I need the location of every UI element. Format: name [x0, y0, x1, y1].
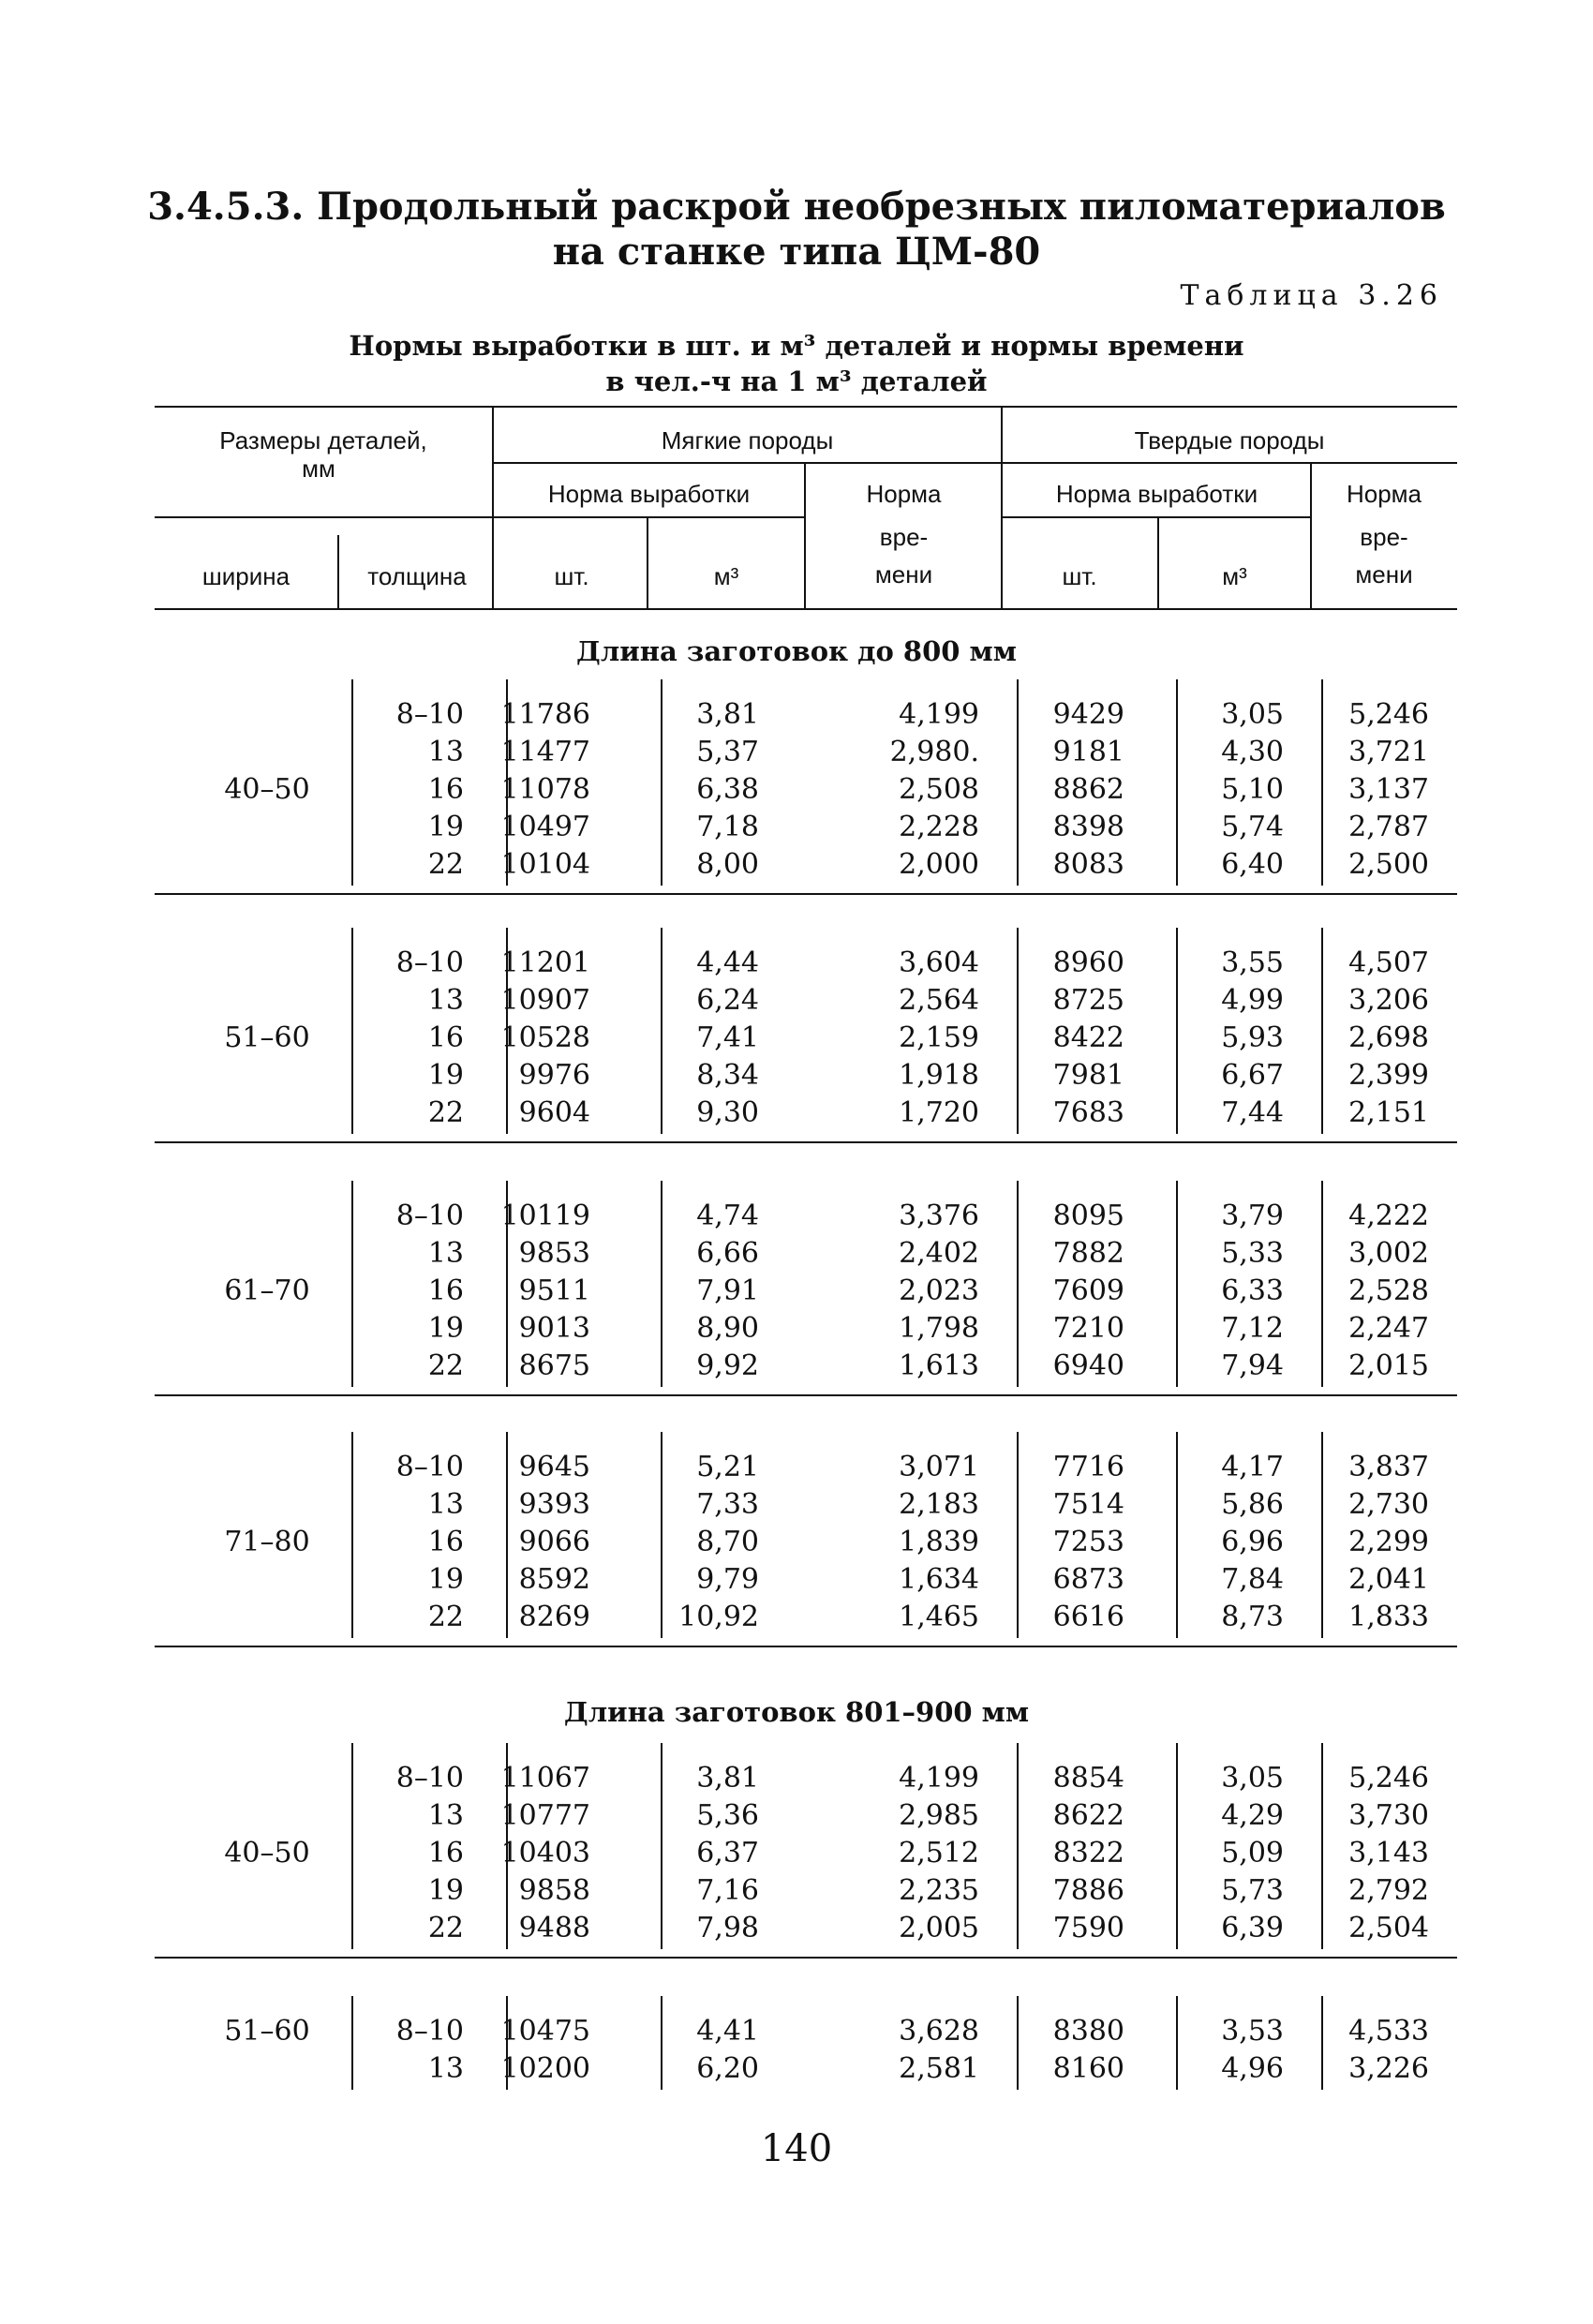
cell-pcs-soft: 10907	[500, 984, 590, 1017]
cell-m3-hard: 7,44	[1221, 1096, 1284, 1129]
cell-m3-soft: 7,98	[696, 1912, 759, 1944]
cell-m3-soft: 8,00	[696, 848, 759, 881]
cell-m3-hard: 6,39	[1221, 1912, 1284, 1944]
table-row	[155, 1274, 1457, 1312]
cell-norm-time-hard: 2,504	[1348, 1912, 1429, 1944]
table-row	[155, 1837, 1457, 1874]
cell-m3-hard: 3,79	[1221, 1199, 1284, 1232]
cell-norm-time-hard: 2,787	[1348, 811, 1429, 843]
cell-pcs-soft: 9066	[518, 1526, 590, 1558]
cell-thickness: 19	[427, 1312, 464, 1345]
cell-norm-time-soft: 2,159	[899, 1021, 979, 1054]
cell-norm-time-soft: 3,628	[899, 2015, 979, 2048]
cell-m3-soft: 6,37	[696, 1837, 759, 1870]
cell-m3-soft: 5,36	[696, 1799, 759, 1832]
cell-m3-soft: 7,33	[696, 1488, 759, 1521]
row-group	[155, 1743, 1457, 1949]
section-title: 3.4.5.3. Продольный раскрой необрезных пиломатериалов	[147, 185, 1446, 229]
cell-norm-time-soft: 1,720	[899, 1096, 979, 1129]
cell-m3-soft: 7,41	[696, 1021, 759, 1054]
section-subtitle: на станке типа ЦМ-80	[552, 230, 1041, 274]
cell-pcs-soft: 9976	[518, 1059, 590, 1092]
cell-pcs-hard: 7882	[1052, 1237, 1124, 1270]
cell-pcs-soft: 8269	[518, 1601, 590, 1633]
table-row	[155, 946, 1457, 984]
cell-thickness: 8–10	[395, 1762, 464, 1795]
cell-m3-hard: 7,84	[1221, 1563, 1284, 1596]
cell-m3-soft: 5,21	[696, 1451, 759, 1483]
cell-thickness: 19	[427, 1059, 464, 1092]
cell-norm-time-soft: 4,199	[899, 1762, 979, 1795]
cell-norm-time-hard: 2,299	[1348, 1526, 1429, 1558]
cell-pcs-hard: 7590	[1052, 1912, 1124, 1944]
table-row	[155, 984, 1457, 1021]
cell-m3-soft: 6,66	[696, 1237, 759, 1270]
cell-m3-hard: 4,96	[1221, 2052, 1284, 2085]
header-pcs-soft: шт.	[554, 562, 589, 590]
rule	[1001, 406, 1003, 608]
cell-pcs-soft: 9393	[518, 1488, 590, 1521]
row-group	[155, 679, 1457, 886]
cell-pcs-soft: 11078	[500, 773, 590, 806]
cell-m3-hard: 8,73	[1221, 1601, 1284, 1633]
cell-pcs-hard: 8380	[1052, 2015, 1124, 2048]
table-row	[155, 1488, 1457, 1526]
header-m3-soft: м³	[713, 562, 739, 590]
rule	[337, 535, 339, 608]
cell-m3-hard: 7,94	[1221, 1349, 1284, 1382]
rule	[492, 462, 1457, 464]
cell-pcs-hard: 9181	[1052, 736, 1124, 768]
cell-thickness: 22	[427, 1096, 464, 1129]
cell-norm-time-hard: 2,730	[1348, 1488, 1429, 1521]
cell-norm-time-hard: 3,721	[1348, 736, 1429, 768]
cell-pcs-hard: 7253	[1052, 1526, 1124, 1558]
rule	[1157, 516, 1159, 608]
cell-pcs-hard: 8960	[1052, 946, 1124, 979]
cell-m3-hard: 7,12	[1221, 1312, 1284, 1345]
cell-norm-time-soft: 2,980.	[889, 736, 979, 768]
page-number: 140	[760, 2127, 833, 2170]
row-group	[155, 1996, 1457, 2090]
cell-m3-hard: 6,96	[1221, 1526, 1284, 1558]
table-row	[155, 1601, 1457, 1638]
table-row	[155, 1762, 1457, 1799]
cell-m3-soft: 7,16	[696, 1874, 759, 1907]
table-row	[155, 2015, 1457, 2052]
cell-norm-time-hard: 2,528	[1348, 1274, 1429, 1307]
cell-norm-time-hard: 3,143	[1348, 1837, 1429, 1870]
table-row	[155, 1874, 1457, 1912]
cell-norm-time-hard: 4,507	[1348, 946, 1429, 979]
cell-m3-soft: 5,37	[696, 736, 759, 768]
table-row	[155, 1059, 1457, 1096]
cell-pcs-soft: 9511	[518, 1274, 590, 1307]
table-row	[155, 1096, 1457, 1134]
cell-norm-time-soft: 3,376	[899, 1199, 979, 1232]
cell-m3-soft: 6,38	[696, 773, 759, 806]
cell-m3-soft: 3,81	[696, 698, 759, 731]
table-row	[155, 1799, 1457, 1837]
cell-norm-time-soft: 3,604	[899, 946, 979, 979]
cell-pcs-hard: 7981	[1052, 1059, 1124, 1092]
cell-pcs-hard: 8622	[1052, 1799, 1124, 1832]
cell-m3-soft: 7,18	[696, 811, 759, 843]
header-norm-time-soft-2: вре-	[879, 523, 929, 551]
table-row	[155, 736, 1457, 773]
cell-thickness: 8–10	[395, 1199, 464, 1232]
header-norm-time-hard-3: мени	[1355, 560, 1413, 588]
cell-thickness: 22	[427, 1349, 464, 1382]
table-number: Таблица 3.26	[1180, 279, 1443, 312]
cell-norm-time-soft: 1,613	[899, 1349, 979, 1382]
cell-norm-time-soft: 1,918	[899, 1059, 979, 1092]
cell-pcs-soft: 9853	[518, 1237, 590, 1270]
cell-norm-time-soft: 2,235	[899, 1874, 979, 1907]
cell-thickness: 13	[427, 1237, 464, 1270]
rule	[155, 406, 1457, 408]
cell-m3-soft: 4,41	[696, 2015, 759, 2048]
cell-m3-soft: 8,90	[696, 1312, 759, 1345]
rule	[155, 608, 1457, 610]
cell-thickness: 16	[427, 1526, 464, 1558]
header-norm-time-soft: Норма	[866, 480, 942, 508]
cell-m3-hard: 4,99	[1221, 984, 1284, 1017]
cell-m3-soft: 10,92	[678, 1601, 759, 1633]
cell-m3-hard: 5,09	[1221, 1837, 1284, 1870]
cell-norm-time-hard: 3,206	[1348, 984, 1429, 1017]
cell-norm-time-soft: 2,564	[899, 984, 979, 1017]
header-norm-time-hard: Норма	[1346, 480, 1422, 508]
width-range: 40–50	[224, 773, 310, 806]
cell-norm-time-hard: 4,533	[1348, 2015, 1429, 2048]
group-rule	[155, 1394, 1457, 1396]
cell-thickness: 16	[427, 1274, 464, 1307]
cell-pcs-hard: 8095	[1052, 1199, 1124, 1232]
cell-pcs-soft: 11786	[500, 698, 590, 731]
cell-norm-time-soft: 2,183	[899, 1488, 979, 1521]
cell-m3-hard: 6,67	[1221, 1059, 1284, 1092]
cell-norm-time-soft: 4,199	[899, 698, 979, 731]
cell-norm-time-hard: 2,041	[1348, 1563, 1429, 1596]
cell-pcs-soft: 10403	[500, 1837, 590, 1870]
cell-pcs-hard: 8083	[1052, 848, 1124, 881]
row-group	[155, 1181, 1457, 1387]
header-norm-output-hard: Норма выработки	[1055, 480, 1258, 508]
cell-thickness: 22	[427, 1912, 464, 1944]
cell-m3-soft: 9,30	[696, 1096, 759, 1129]
width-range: 71–80	[224, 1526, 310, 1558]
cell-norm-time-hard: 3,837	[1348, 1451, 1429, 1483]
table-caption: Нормы выработки в шт. и м³ деталей и нормы времени	[349, 330, 1244, 362]
rule	[155, 516, 492, 518]
cell-thickness: 8–10	[395, 946, 464, 979]
cell-pcs-soft: 11201	[500, 946, 590, 979]
cell-m3-hard: 3,53	[1221, 2015, 1284, 2048]
cell-pcs-soft: 10104	[500, 848, 590, 881]
cell-norm-time-soft: 3,071	[899, 1451, 979, 1483]
cell-pcs-hard: 6940	[1052, 1349, 1124, 1382]
cell-thickness: 16	[427, 773, 464, 806]
cell-pcs-hard: 8862	[1052, 773, 1124, 806]
width-range: 51–60	[224, 1021, 310, 1054]
cell-m3-hard: 5,74	[1221, 811, 1284, 843]
cell-pcs-soft: 9013	[518, 1312, 590, 1345]
table-row	[155, 773, 1457, 811]
cell-m3-soft: 4,44	[696, 946, 759, 979]
rule	[804, 462, 806, 608]
cell-m3-hard: 3,05	[1221, 698, 1284, 731]
table-row	[155, 1451, 1457, 1488]
cell-norm-time-hard: 1,833	[1348, 1601, 1429, 1633]
cell-norm-time-hard: 2,151	[1348, 1096, 1429, 1129]
cell-pcs-soft: 9645	[518, 1451, 590, 1483]
cell-thickness: 13	[427, 1799, 464, 1832]
cell-m3-soft: 9,92	[696, 1349, 759, 1382]
cell-m3-hard: 6,33	[1221, 1274, 1284, 1307]
cell-m3-hard: 5,73	[1221, 1874, 1284, 1907]
cell-pcs-soft: 9858	[518, 1874, 590, 1907]
cell-thickness: 13	[427, 736, 464, 768]
cell-norm-time-soft: 1,798	[899, 1312, 979, 1345]
table-row	[155, 1199, 1457, 1237]
cell-norm-time-soft: 2,228	[899, 811, 979, 843]
cell-m3-hard: 5,33	[1221, 1237, 1284, 1270]
cell-m3-soft: 8,34	[696, 1059, 759, 1092]
cell-norm-time-soft: 1,839	[899, 1526, 979, 1558]
cell-norm-time-hard: 5,246	[1348, 1762, 1429, 1795]
cell-norm-time-hard: 3,226	[1348, 2052, 1429, 2085]
cell-m3-hard: 5,86	[1221, 1488, 1284, 1521]
cell-norm-time-hard: 3,137	[1348, 773, 1429, 806]
table-row	[155, 698, 1457, 736]
cell-pcs-hard: 8322	[1052, 1837, 1124, 1870]
cell-m3-hard: 5,10	[1221, 773, 1284, 806]
cell-m3-soft: 6,20	[696, 2052, 759, 2085]
group-rule	[155, 893, 1457, 895]
cell-thickness: 22	[427, 1601, 464, 1633]
table-row	[155, 1563, 1457, 1601]
cell-thickness: 13	[427, 1488, 464, 1521]
cell-norm-time-soft: 2,402	[899, 1237, 979, 1270]
cell-thickness: 13	[427, 2052, 464, 2085]
cell-thickness: 19	[427, 1874, 464, 1907]
cell-pcs-soft: 10777	[500, 1799, 590, 1832]
cell-m3-hard: 4,30	[1221, 736, 1284, 768]
cell-pcs-hard: 9429	[1052, 698, 1124, 731]
cell-m3-soft: 3,81	[696, 1762, 759, 1795]
group-rule	[155, 1646, 1457, 1647]
cell-norm-time-hard: 5,246	[1348, 698, 1429, 731]
table-row	[155, 1312, 1457, 1349]
cell-m3-soft: 7,91	[696, 1274, 759, 1307]
table-row	[155, 811, 1457, 848]
group-rule	[155, 1957, 1457, 1959]
table-row	[155, 1021, 1457, 1059]
cell-norm-time-soft: 1,465	[899, 1601, 979, 1633]
table-row	[155, 2052, 1457, 2090]
header-hard: Твердые породы	[1134, 426, 1325, 454]
cell-m3-soft: 6,24	[696, 984, 759, 1017]
cell-pcs-hard: 7210	[1052, 1312, 1124, 1345]
width-range: 51–60	[224, 2015, 310, 2048]
cell-norm-time-hard: 2,247	[1348, 1312, 1429, 1345]
cell-thickness: 22	[427, 848, 464, 881]
header-sizes-unit: мм	[302, 454, 335, 483]
group-rule	[155, 1141, 1457, 1143]
cell-m3-hard: 3,55	[1221, 946, 1284, 979]
cell-pcs-soft: 10200	[500, 2052, 590, 2085]
cell-pcs-hard: 6873	[1052, 1563, 1124, 1596]
row-group	[155, 928, 1457, 1134]
cell-thickness: 8–10	[395, 698, 464, 731]
cell-m3-hard: 3,05	[1221, 1762, 1284, 1795]
header-m3-hard: м³	[1222, 562, 1247, 590]
cell-pcs-hard: 7886	[1052, 1874, 1124, 1907]
header-norm-time-soft-3: мени	[874, 560, 933, 588]
table-row	[155, 1526, 1457, 1563]
cell-norm-time-hard: 2,399	[1348, 1059, 1429, 1092]
cell-pcs-soft: 11477	[500, 736, 590, 768]
cell-thickness: 16	[427, 1021, 464, 1054]
cell-m3-hard: 5,93	[1221, 1021, 1284, 1054]
header-norm-time-hard-2: вре-	[1360, 523, 1408, 551]
table-caption-units: в чел.-ч на 1 м³ деталей	[605, 365, 988, 397]
cell-thickness: 8–10	[395, 1451, 464, 1483]
cell-pcs-soft: 10528	[500, 1021, 590, 1054]
table-row	[155, 1912, 1457, 1949]
cell-m3-hard: 6,40	[1221, 848, 1284, 881]
table-row	[155, 848, 1457, 886]
cell-norm-time-soft: 2,508	[899, 773, 979, 806]
cell-norm-time-hard: 2,015	[1348, 1349, 1429, 1382]
cell-pcs-hard: 8422	[1052, 1021, 1124, 1054]
cell-pcs-soft: 10497	[500, 811, 590, 843]
cell-norm-time-soft: 1,634	[899, 1563, 979, 1596]
cell-pcs-soft: 10475	[500, 2015, 590, 2048]
header-soft: Мягкие породы	[661, 426, 834, 454]
cell-pcs-soft: 11067	[500, 1762, 590, 1795]
cell-pcs-soft: 9488	[518, 1912, 590, 1944]
header-sizes: Размеры деталей,	[219, 426, 427, 454]
cell-pcs-hard: 6616	[1052, 1601, 1124, 1633]
cell-pcs-soft: 10119	[500, 1199, 590, 1232]
width-range: 40–50	[224, 1837, 310, 1870]
cell-pcs-hard: 8398	[1052, 811, 1124, 843]
cell-pcs-hard: 8854	[1052, 1762, 1124, 1795]
cell-norm-time-hard: 2,500	[1348, 848, 1429, 881]
rule	[647, 516, 648, 608]
cell-m3-soft: 8,70	[696, 1526, 759, 1558]
cell-thickness: 13	[427, 984, 464, 1017]
rule	[492, 516, 806, 518]
cell-pcs-hard: 7683	[1052, 1096, 1124, 1129]
row-group	[155, 1432, 1457, 1638]
rule	[1310, 462, 1312, 608]
cell-m3-hard: 4,17	[1221, 1451, 1284, 1483]
cell-norm-time-soft: 2,581	[899, 2052, 979, 2085]
cell-norm-time-hard: 4,222	[1348, 1199, 1429, 1232]
cell-m3-hard: 4,29	[1221, 1799, 1284, 1832]
cell-thickness: 16	[427, 1837, 464, 1870]
cell-pcs-hard: 7716	[1052, 1451, 1124, 1483]
header-norm-output-soft: Норма выработки	[547, 480, 751, 508]
table-row	[155, 1349, 1457, 1387]
cell-pcs-soft: 8592	[518, 1563, 590, 1596]
cell-pcs-hard: 7609	[1052, 1274, 1124, 1307]
cell-pcs-soft: 9604	[518, 1096, 590, 1129]
cell-norm-time-soft: 2,985	[899, 1799, 979, 1832]
cell-pcs-hard: 7514	[1052, 1488, 1124, 1521]
table-row	[155, 1237, 1457, 1274]
cell-norm-time-hard: 3,002	[1348, 1237, 1429, 1270]
cell-thickness: 19	[427, 1563, 464, 1596]
section-title: Длина заготовок 801–900 мм	[563, 1696, 1030, 1728]
cell-norm-time-soft: 2,000	[899, 848, 979, 881]
cell-norm-time-hard: 2,792	[1348, 1874, 1429, 1907]
cell-pcs-soft: 8675	[518, 1349, 590, 1382]
cell-pcs-hard: 8725	[1052, 984, 1124, 1017]
width-range: 61–70	[224, 1274, 310, 1307]
cell-norm-time-soft: 2,023	[899, 1274, 979, 1307]
header-thickness: толщина	[367, 562, 467, 590]
cell-m3-soft: 4,74	[696, 1199, 759, 1232]
cell-norm-time-hard: 2,698	[1348, 1021, 1429, 1054]
section-title: Длина заготовок до 800 мм	[576, 635, 1017, 667]
header-pcs-hard: шт.	[1062, 562, 1097, 590]
cell-m3-soft: 9,79	[696, 1563, 759, 1596]
cell-pcs-hard: 8160	[1052, 2052, 1124, 2085]
rule	[492, 406, 494, 608]
cell-norm-time-hard: 3,730	[1348, 1799, 1429, 1832]
header-width: ширина	[201, 562, 290, 590]
cell-thickness: 19	[427, 811, 464, 843]
cell-norm-time-soft: 2,005	[899, 1912, 979, 1944]
cell-thickness: 8–10	[395, 2015, 464, 2048]
cell-norm-time-soft: 2,512	[899, 1837, 979, 1870]
